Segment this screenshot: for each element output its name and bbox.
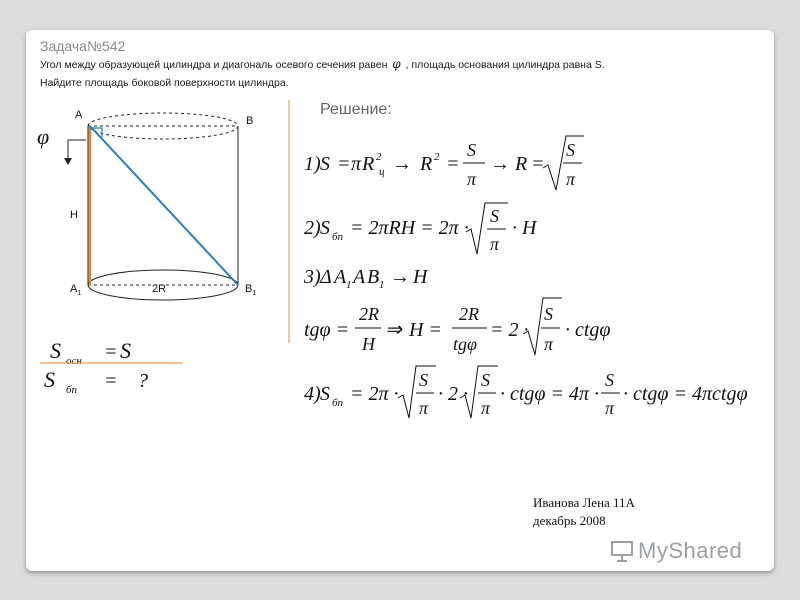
svg-text:H: H (413, 266, 428, 288)
solution-step-4 (304, 366, 748, 418)
svg-text:H: H (362, 334, 375, 354)
svg-text:бп: бп (332, 397, 344, 409)
given-equals-1: = (104, 341, 118, 363)
cylinder-drawing (64, 113, 238, 300)
svg-text:1): 1) (304, 153, 321, 175)
label-a: A (75, 109, 83, 121)
label-a1: $A_1$ (70, 283, 82, 297)
svg-text:S: S (320, 383, 330, 405)
svg-text:ц: ц (379, 166, 385, 178)
svg-text:3): 3) (304, 266, 321, 288)
svg-text:=: = (337, 153, 351, 175)
svg-text:tgφ: tgφ (453, 334, 477, 354)
svg-text:S: S (566, 140, 575, 160)
svg-text:→: → (490, 153, 510, 175)
svg-text:π: π (351, 153, 362, 175)
svg-text:=: = (446, 153, 460, 175)
svg-text:= 2π ·: = 2π · (350, 383, 399, 405)
author-name: Иванова Лена 11А (533, 495, 635, 510)
angle-pointer-arrowhead (64, 158, 72, 165)
label-phi: φ (37, 124, 50, 149)
given-question: ? (138, 370, 148, 392)
given-block (40, 338, 183, 396)
svg-text:A: A (353, 266, 366, 288)
solution-step-1 (304, 136, 584, 190)
svg-text:4): 4) (304, 383, 321, 405)
label-h: H (70, 209, 78, 221)
svg-text:Δ: Δ (320, 266, 332, 288)
svg-text:π: π (605, 398, 615, 418)
solution-label: Решение: (320, 101, 392, 118)
svg-text:A: A (334, 266, 347, 288)
condition-text-b: , площадь основания цилиндра равна S. (405, 59, 605, 71)
label-b1: $B_1$ (245, 283, 257, 297)
label-2r: 2R (152, 283, 167, 295)
svg-text:· ctgφ = 4πctgφ: · ctgφ = 4πctgφ (623, 383, 748, 405)
svg-text:π: π (566, 169, 576, 189)
svg-text:S: S (481, 370, 490, 390)
svg-text:2R: 2R (359, 304, 379, 324)
svg-text:R: R (420, 153, 433, 175)
svg-text:2: 2 (376, 151, 382, 163)
svg-text:1: 1 (346, 279, 352, 291)
angle-pointer (68, 140, 86, 160)
svg-text:S: S (320, 217, 330, 239)
svg-text:S: S (544, 304, 553, 324)
problem-condition-line2: Найдите площадь боковой поверхности цилиндра. (40, 77, 289, 89)
author-date: декабрь 2008 (533, 513, 606, 528)
svg-text:· H: · H (512, 217, 537, 239)
condition-text-a: Угол между образующей цилиндра и диагональ осевого сечения равен (40, 59, 388, 71)
svg-text:⇒: ⇒ (385, 319, 402, 341)
given-equals-2: = (104, 370, 118, 392)
problem-title: Задача№542 (40, 38, 126, 54)
svg-text:B: B (367, 266, 380, 288)
watermark-logo: MyShared (638, 538, 743, 563)
given-sub-osn: осн (66, 355, 82, 367)
svg-text:1: 1 (379, 279, 385, 291)
svg-text:= 2πRH = 2π ·: = 2πRH = 2π · (350, 217, 469, 239)
svg-text:S: S (419, 370, 428, 390)
svg-text:S: S (490, 206, 499, 226)
solution-step-2 (304, 203, 538, 254)
diagonal-line (90, 126, 238, 285)
svg-text:бп: бп (332, 231, 344, 243)
svg-text:π: π (467, 169, 477, 189)
svg-text:= 2 ·: = 2 · (490, 319, 529, 341)
svg-text:→: → (392, 153, 412, 175)
solution-step-3b (304, 298, 611, 355)
solution-step-3 (303, 266, 429, 291)
svg-text:π: π (419, 398, 429, 418)
presentation-icon (610, 540, 634, 562)
svg-text:2: 2 (434, 151, 440, 163)
svg-text:=: = (531, 153, 545, 175)
svg-text:π: π (544, 334, 554, 354)
svg-text:2): 2) (304, 217, 321, 239)
svg-text:π: π (490, 234, 500, 254)
given-s-base: S (50, 338, 61, 363)
svg-text:· ctgφ = 4π ·: · ctgφ = 4π · (500, 383, 600, 405)
svg-text:S: S (467, 140, 476, 160)
given-s-lateral: S (44, 367, 55, 392)
svg-text:S: S (605, 370, 614, 390)
svg-text:tgφ =: tgφ = (304, 319, 350, 341)
label-b: B (246, 115, 254, 127)
svg-text:→: → (390, 266, 410, 288)
svg-text:· ctgφ: · ctgφ (565, 319, 611, 341)
svg-text:R: R (362, 153, 375, 175)
svg-text:R: R (515, 153, 528, 175)
given-s-rhs: S (120, 338, 131, 363)
svg-text:S: S (320, 153, 330, 175)
given-sub-bp: бп (66, 384, 78, 396)
svg-text:π: π (481, 398, 491, 418)
svg-text:2R: 2R (459, 304, 479, 324)
phi-symbol: φ (392, 57, 401, 71)
svg-text:H =: H = (409, 319, 442, 341)
svg-text:· 2 ·: · 2 · (438, 383, 468, 405)
